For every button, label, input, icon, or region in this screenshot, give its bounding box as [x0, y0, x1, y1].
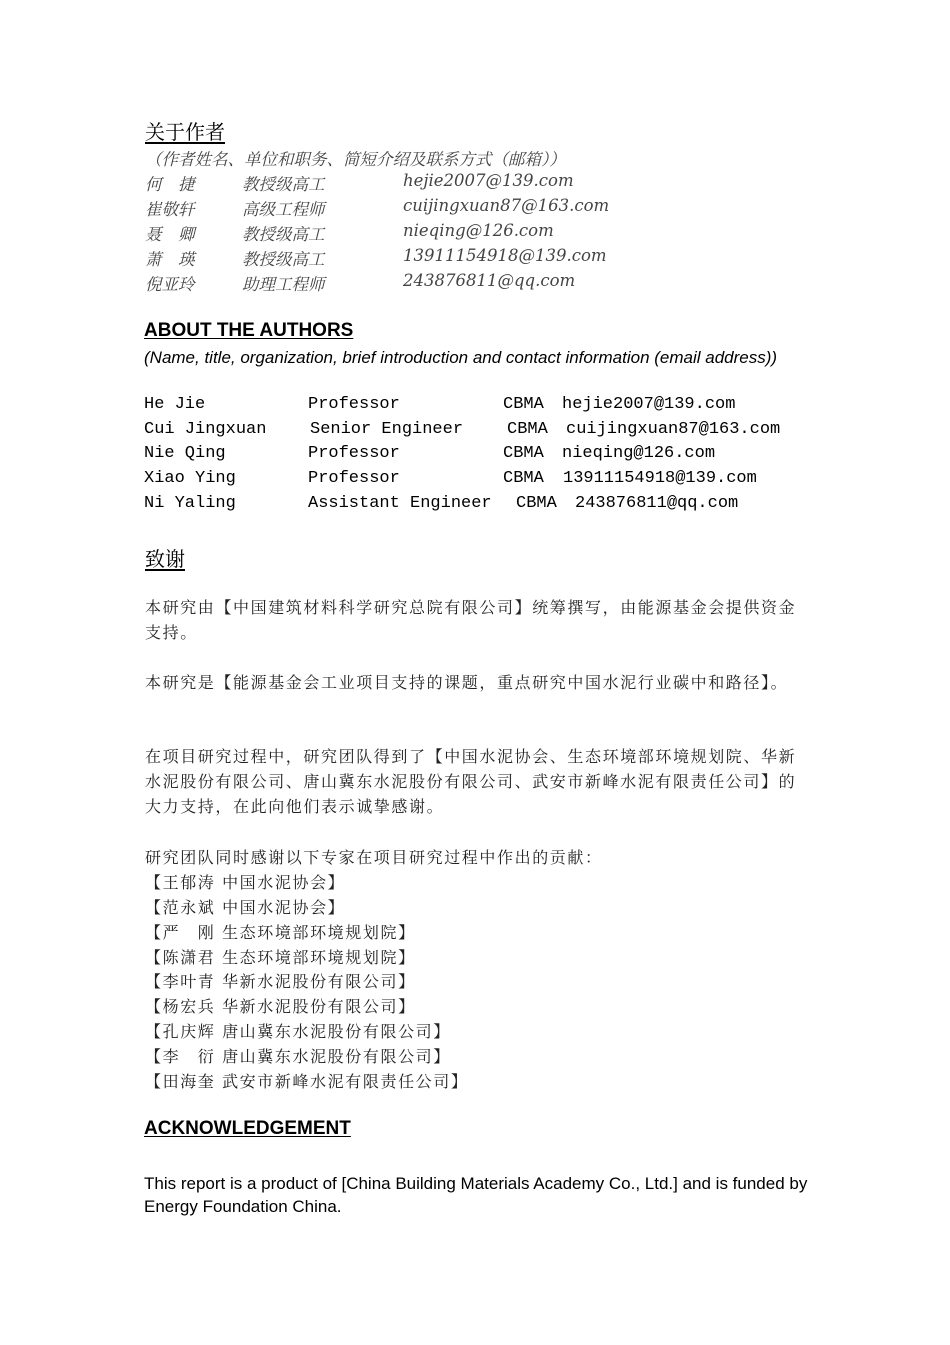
expert-item: 【范永斌 中国水泥协会】 [145, 898, 346, 917]
en-author-org: CBMA [503, 469, 544, 488]
expert-item: 【杨宏兵 华新水泥股份有限公司】 [145, 997, 416, 1016]
cn-author-title: 教授级高工 [242, 250, 325, 269]
expert-item: 【王郁涛 中国水泥协会】 [145, 873, 346, 892]
en-author-title: Professor [308, 395, 400, 414]
en-author-name: Cui Jingxuan [144, 420, 267, 439]
en-author-title: Senior Engineer [310, 420, 464, 439]
en-author-email: 243876811@qq.com [575, 494, 739, 513]
about-authors-cn-title: 关于作者 [145, 120, 225, 144]
expert-item: 【严 刚 生态环境部环境规划院】 [145, 923, 416, 942]
ack-en-title: ACKNOWLEDGEMENT [144, 1118, 351, 1139]
en-author-org: CBMA [503, 444, 544, 463]
about-authors-en-subtitle: (Name, title, organization, brief introduction and contact information (email address)) [144, 348, 778, 367]
en-author-email: hejie2007@139.com [562, 395, 736, 414]
expert-item: 【陈潇君 生态环境部环境规划院】 [145, 948, 416, 967]
en-author-email: cuijingxuan87@163.com [566, 420, 781, 439]
en-author-org: CBMA [507, 420, 548, 439]
cn-author-name: 何 捷 [145, 175, 195, 194]
ack-cn-paragraph-3: 在项目研究过程中，研究团队得到了【中国水泥协会、生态环境部环境规划院、华新水泥股份有限公司、唐山冀东水泥股份有限公司、武安市新峰水泥有限责任公司】的大力支持，在此向他们表示诚挚感谢。 [145, 747, 797, 816]
cn-author-email: hejie2007@139.com [403, 171, 574, 190]
cn-author-title: 助理工程师 [242, 275, 325, 294]
cn-author-email: cuijingxuan87@163.com [403, 196, 610, 215]
en-author-title: Professor [308, 469, 400, 488]
cn-author-name: 聂 卿 [145, 225, 195, 244]
cn-author-title: 教授级高工 [242, 175, 325, 194]
about-authors-cn-subtitle: （作者姓名、单位和职务、简短介绍及联系方式（邮箱）） [145, 150, 566, 169]
cn-author-email: nieqing@126.com [403, 221, 554, 240]
expert-item: 【孔庆辉 唐山冀东水泥股份有限公司】 [145, 1022, 451, 1041]
cn-author-name: 倪亚玲 [145, 275, 195, 294]
en-author-org: CBMA [503, 395, 544, 414]
cn-author-title: 教授级高工 [242, 225, 325, 244]
cn-author-email: 13911154918@139.com [403, 246, 607, 265]
en-author-org: CBMA [516, 494, 557, 513]
ack-cn-paragraph-1: 本研究由【中国建筑材料科学研究总院有限公司】统筹撰写，由能源基金会提供资金支持。 [145, 598, 797, 642]
expert-item: 【李叶青 华新水泥股份有限公司】 [145, 972, 416, 991]
en-author-name: Ni Yaling [144, 494, 236, 513]
cn-author-name: 崔敬轩 [145, 200, 195, 219]
en-author-name: Nie Qing [144, 444, 226, 463]
ack-cn-paragraph-2: 本研究是【能源基金会工业项目支持的课题，重点研究中国水泥行业碳中和路径】。 [145, 673, 789, 692]
experts-intro: 研究团队同时感谢以下专家在项目研究过程中作出的贡献： [145, 848, 603, 867]
en-author-name: Xiao Ying [144, 469, 236, 488]
cn-author-name: 萧 瑛 [145, 250, 195, 269]
en-author-email: 13911154918@139.com [563, 469, 757, 488]
ack-en-paragraph-1: This report is a product of [China Building Materials Academy Co., Ltd.] and is funded by Energy Foundation China. [144, 1174, 808, 1216]
en-author-title: Professor [308, 444, 400, 463]
cn-author-email: 243876811@qq.com [403, 271, 576, 290]
about-authors-en-title: ABOUT THE AUTHORS [144, 320, 354, 341]
expert-item: 【田海奎 武安市新峰水泥有限责任公司】 [145, 1072, 469, 1091]
en-author-email: nieqing@126.com [562, 444, 716, 463]
expert-item: 【李 衍 唐山冀东水泥股份有限公司】 [145, 1047, 451, 1066]
cn-author-title: 高级工程师 [242, 200, 325, 219]
ack-cn-title: 致谢 [145, 547, 185, 571]
en-author-title: Assistant Engineer [308, 494, 492, 513]
en-author-name: He Jie [144, 395, 206, 414]
